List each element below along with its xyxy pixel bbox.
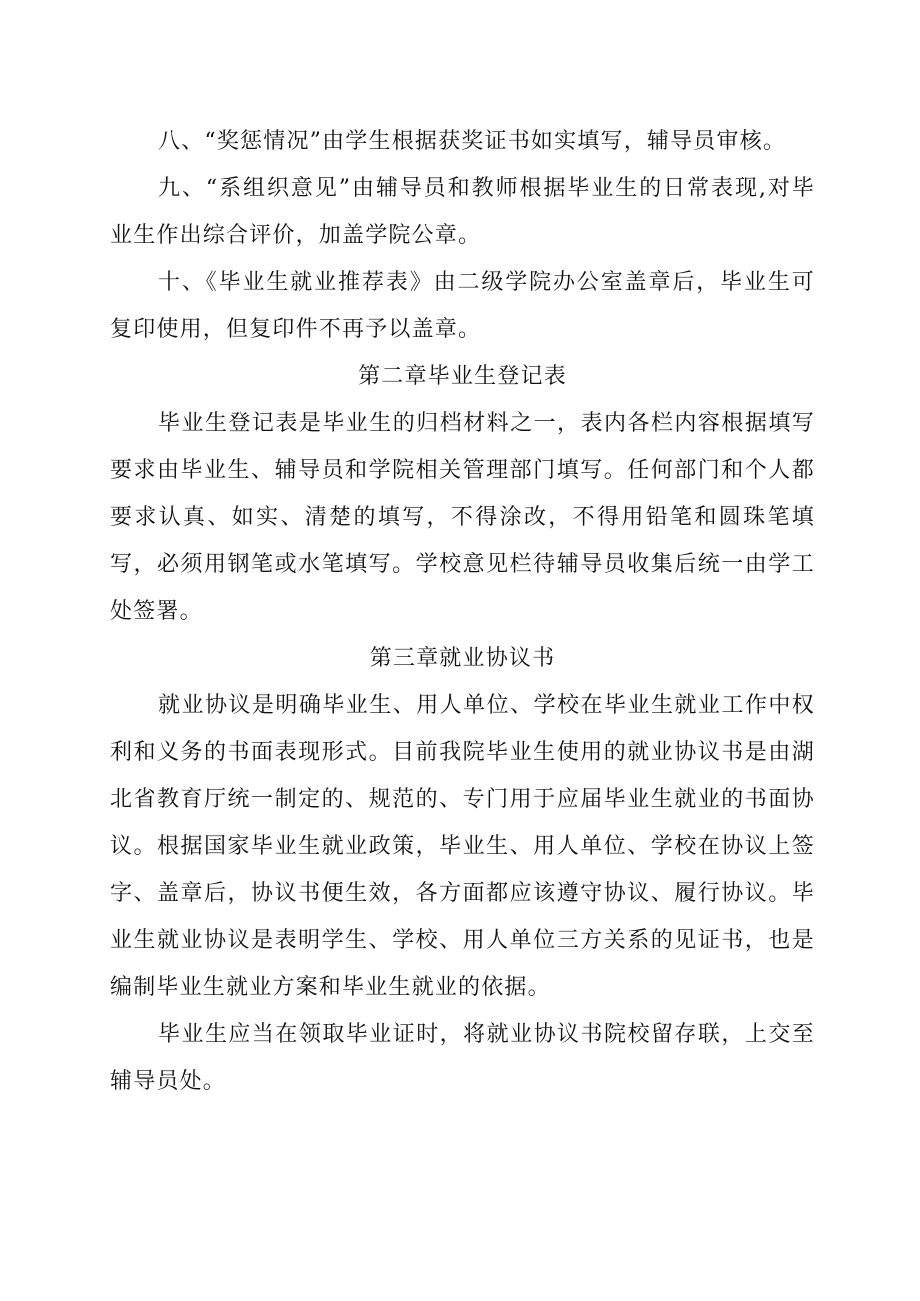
document-body	[110, 118, 815, 1105]
chapter-3-paragraph-2: 毕业生应当在领取毕业证时，将就业协议书院校留存联，上交至辅导员处。	[110, 1022, 815, 1094]
chapter-3-heading: 第三章就业协议书	[369, 646, 556, 671]
paragraph-item-8: 八、“奖惩情况”由学生根据获奖证书如实填写，辅导员审核。	[158, 129, 787, 154]
chapter-2-paragraph: 毕业生登记表是毕业生的归档材料之一，表内各栏内容根据填写要求由毕业生、辅导员和学院相关管理部门填写。任何部门和个人都要求认真、如实、清楚的填写，不得涂改，不得用铅笔和圆珠笔填写，必须用钢笔或水笔填写。学校意见栏待辅导员收集后统一由学工处签署。	[110, 411, 815, 624]
chapter-3-paragraph-1: 就业协议是明确毕业生、用人单位、学校在毕业生就业工作中权利和义务的书面表现形式。目前我院毕业生使用的就业协议书是由湖北省教育厅统一制定的、规范的、专门用于应届毕业生就业的书面协议。根据国家毕业生就业政策，毕业生、用人单位、学校在协议上签字、盖章后，协议书便生效，各方面都应该遵守协议、履行协议。毕业生就业协议是表明学生、学校、用人单位三方关系的见证书，也是编制毕业生就业方案和毕业生就业的依据。	[110, 693, 815, 1000]
paragraph-item-10: 十、《毕业生就业推荐表》由二级学院办公室盖章后，毕业生可复印使用，但复印件不再予以盖章。	[110, 270, 815, 342]
chapter-2-heading: 第二章毕业生登记表	[358, 364, 567, 389]
paragraph-item-9: 九、“系组织意见”由辅导员和教师根据毕业生的日常表现,对毕业生作出综合评价，加盖学院公章。	[110, 176, 815, 248]
